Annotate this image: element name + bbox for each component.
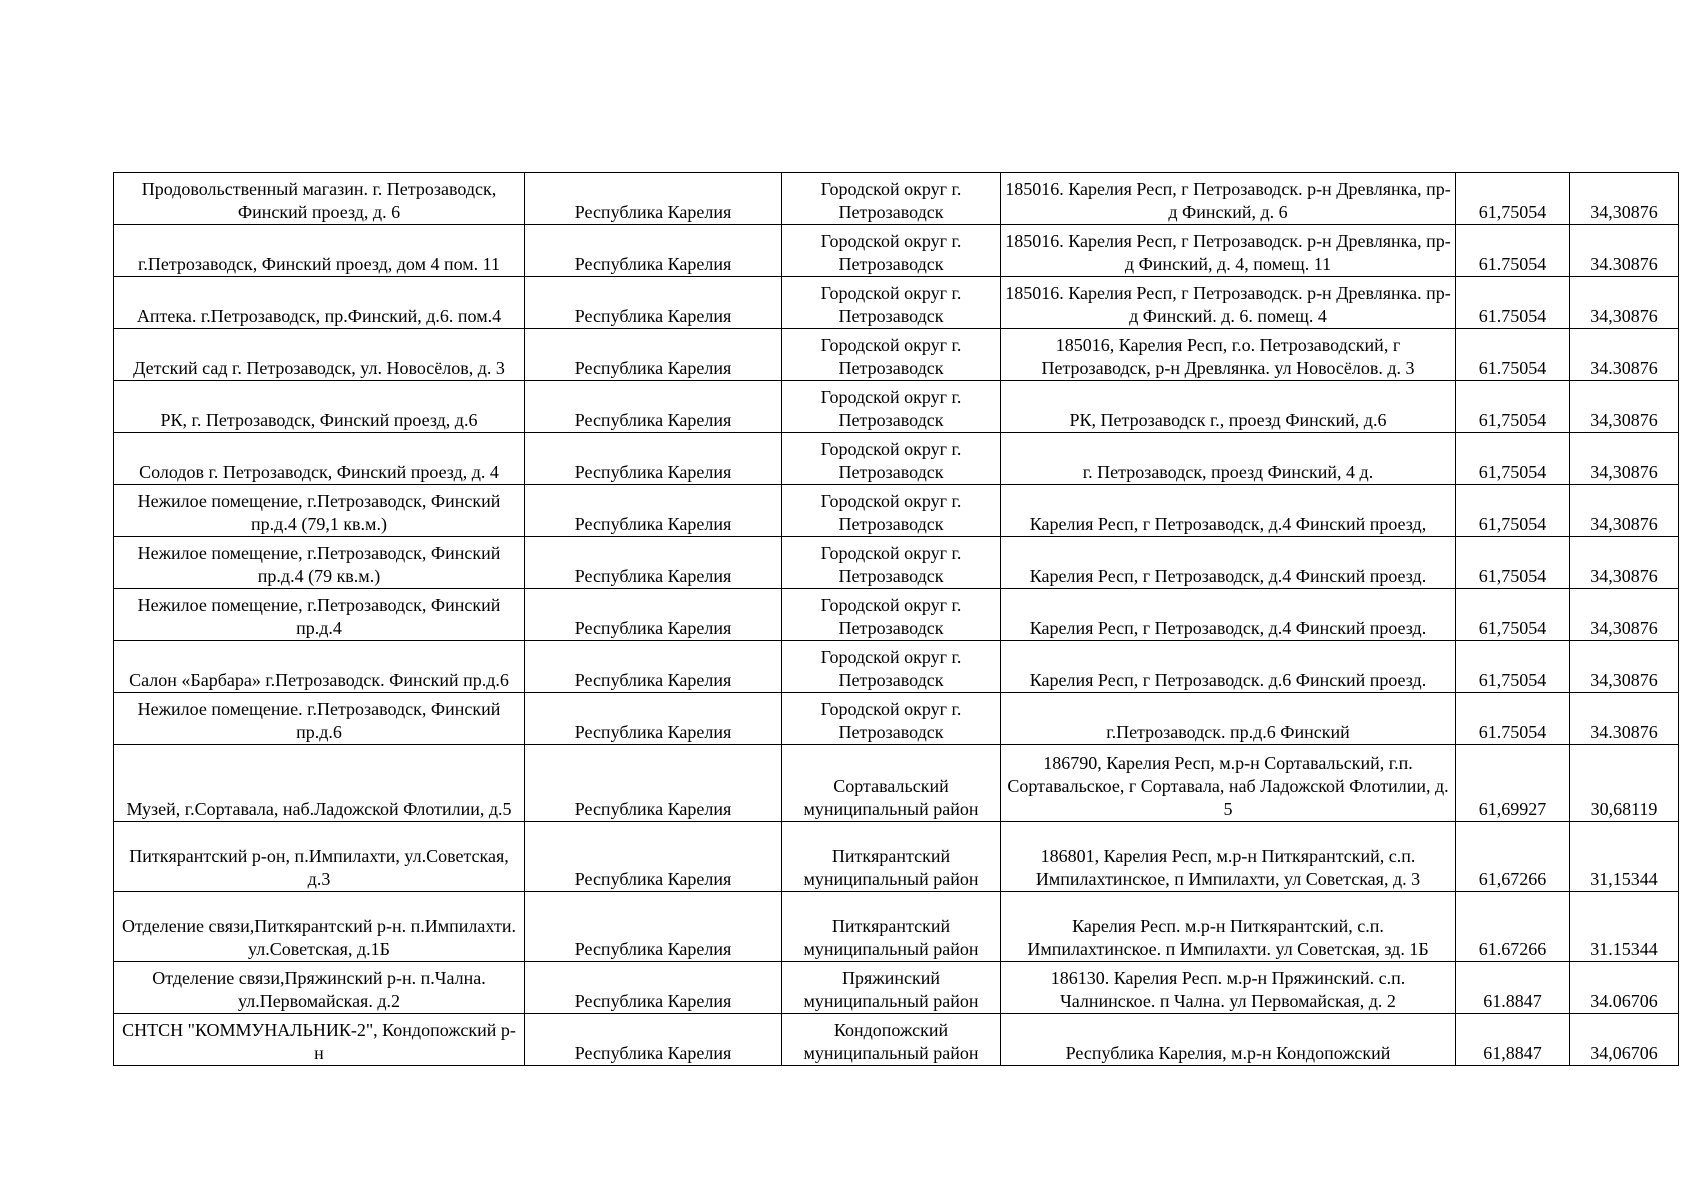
address-cell bbox=[1001, 225, 1456, 277]
address-cell bbox=[1001, 173, 1456, 225]
object-name-cell bbox=[114, 537, 525, 589]
longitude-cell bbox=[1570, 173, 1679, 225]
longitude-cell-text: 34,30876 bbox=[1590, 670, 1658, 690]
latitude-cell-text: 61.75054 bbox=[1478, 306, 1547, 326]
longitude-cell bbox=[1570, 381, 1679, 433]
table-row bbox=[114, 433, 1679, 485]
table-row bbox=[114, 173, 1679, 225]
table-row bbox=[114, 822, 1679, 892]
municipality-cell-text: Питкярантский муниципальный район bbox=[803, 916, 979, 959]
longitude-cell-text: 34,30876 bbox=[1590, 514, 1658, 534]
object-name-cell-text: Отделение связи,Пряжинский р-н. п.Чална. ул.Первомайская. д.2 bbox=[152, 968, 486, 1011]
region-cell-text: Республика Карелия bbox=[574, 514, 732, 534]
object-name-cell-text: Нежилое помещение, г.Петрозаводск, Финский пр.д.4 bbox=[137, 595, 501, 638]
municipality-cell-text: Городской округ г. Петрозаводск bbox=[820, 179, 962, 222]
longitude-cell-text: 34,30876 bbox=[1590, 462, 1658, 482]
region-cell bbox=[525, 173, 782, 225]
municipality-cell bbox=[782, 329, 1001, 381]
municipality-cell bbox=[782, 433, 1001, 485]
latitude-cell bbox=[1456, 693, 1570, 745]
latitude-cell bbox=[1456, 589, 1570, 641]
region-cell bbox=[525, 693, 782, 745]
longitude-cell bbox=[1570, 822, 1679, 892]
region-cell-text: Республика Карелия bbox=[574, 799, 732, 819]
municipality-cell-text: Питкярантский муниципальный район bbox=[803, 846, 979, 889]
longitude-cell-text: 34.30876 bbox=[1590, 254, 1658, 274]
region-cell bbox=[525, 277, 782, 329]
longitude-cell-text: 34,30876 bbox=[1590, 618, 1658, 638]
region-cell bbox=[525, 892, 782, 962]
latitude-cell-text: 61.67266 bbox=[1478, 939, 1547, 959]
object-name-cell bbox=[114, 641, 525, 693]
municipality-cell-text: Городской округ г. Петрозаводск bbox=[820, 335, 962, 378]
longitude-cell-text: 34,30876 bbox=[1590, 410, 1658, 430]
region-cell bbox=[525, 381, 782, 433]
region-cell bbox=[525, 1014, 782, 1066]
longitude-cell-text: 34.30876 bbox=[1590, 722, 1658, 742]
object-name-cell bbox=[114, 433, 525, 485]
municipality-cell bbox=[782, 1014, 1001, 1066]
latitude-cell-text: 61,8847 bbox=[1483, 1043, 1542, 1063]
object-name-cell bbox=[114, 1014, 525, 1066]
object-name-cell-text: Нежилое помещение. г.Петрозаводск, Финский пр.д.6 bbox=[137, 699, 501, 742]
latitude-cell bbox=[1456, 537, 1570, 589]
municipality-cell bbox=[782, 589, 1001, 641]
object-name-cell bbox=[114, 173, 525, 225]
region-cell-text: Республика Карелия bbox=[574, 254, 732, 274]
municipality-cell-text: Городской округ г. Петрозаводск bbox=[820, 439, 962, 482]
municipality-cell-text: Сортавальский муниципальный район bbox=[803, 776, 979, 819]
longitude-cell-text: 34.30876 bbox=[1590, 358, 1658, 378]
object-name-cell bbox=[114, 892, 525, 962]
address-cell-text: Карелия Респ, г Петрозаводск, д.4 Финский проезд. bbox=[1029, 618, 1427, 638]
municipality-cell-text: Городской округ г. Петрозаводск bbox=[820, 231, 962, 274]
objects-table bbox=[113, 172, 1679, 1066]
object-name-cell bbox=[114, 962, 525, 1014]
table-row bbox=[114, 641, 1679, 693]
latitude-cell-text: 61.75054 bbox=[1478, 722, 1547, 742]
municipality-cell-text: Городской округ г. Петрозаводск bbox=[820, 283, 962, 326]
address-cell bbox=[1001, 485, 1456, 537]
region-cell-text: Республика Карелия bbox=[574, 939, 732, 959]
object-name-cell bbox=[114, 225, 525, 277]
longitude-cell bbox=[1570, 537, 1679, 589]
address-cell bbox=[1001, 381, 1456, 433]
address-cell bbox=[1001, 693, 1456, 745]
region-cell bbox=[525, 745, 782, 822]
table-body bbox=[114, 173, 1679, 1066]
municipality-cell bbox=[782, 962, 1001, 1014]
address-cell-text: Карелия Респ, г Петрозаводск, д.4 Финский проезд. bbox=[1029, 566, 1427, 586]
municipality-cell bbox=[782, 892, 1001, 962]
longitude-cell bbox=[1570, 589, 1679, 641]
longitude-cell bbox=[1570, 433, 1679, 485]
address-cell-text: Карелия Респ, г Петрозаводск. д.6 Финский проезд. bbox=[1029, 670, 1427, 690]
latitude-cell-text: 61.8847 bbox=[1483, 991, 1542, 1011]
latitude-cell bbox=[1456, 822, 1570, 892]
latitude-cell-text: 61,75054 bbox=[1478, 202, 1547, 222]
latitude-cell-text: 61,75054 bbox=[1478, 618, 1547, 638]
municipality-cell-text: Городской округ г. Петрозаводск bbox=[820, 387, 962, 430]
region-cell-text: Республика Карелия bbox=[574, 618, 732, 638]
longitude-cell-text: 34,06706 bbox=[1590, 1043, 1658, 1063]
table-row bbox=[114, 892, 1679, 962]
object-name-cell-text: Отделение связи,Питкярантский р-н. п.Импилахти. ул.Советская, д.1Б bbox=[122, 916, 516, 959]
latitude-cell bbox=[1456, 381, 1570, 433]
region-cell-text: Республика Карелия bbox=[574, 1043, 732, 1063]
address-cell-text: 186790, Карелия Респ, м.р-н Сортавальский, г.п. Сортавальское, г Сортавала, наб Ладожской Флотилии, д. 5 bbox=[1007, 753, 1449, 819]
address-cell bbox=[1001, 537, 1456, 589]
object-name-cell-text: Музей, г.Сортавала, наб.Ладожской Флотилии, д.5 bbox=[126, 799, 512, 819]
latitude-cell-text: 61,67266 bbox=[1478, 869, 1547, 889]
municipality-cell bbox=[782, 745, 1001, 822]
table-row bbox=[114, 225, 1679, 277]
longitude-cell bbox=[1570, 277, 1679, 329]
municipality-cell bbox=[782, 225, 1001, 277]
region-cell-text: Республика Карелия bbox=[574, 462, 732, 482]
address-cell bbox=[1001, 962, 1456, 1014]
object-name-cell-text: Солодов г. Петрозаводск, Финский проезд, д. 4 bbox=[139, 462, 499, 482]
address-cell-text: 186130. Карелия Респ. м.р-н Пряжинский. с.п. Чалнинское. п Чална. ул Первомайская, д. 2 bbox=[1050, 968, 1406, 1011]
municipality-cell-text: Пряжинский муниципальный район bbox=[803, 968, 979, 1011]
municipality-cell bbox=[782, 537, 1001, 589]
longitude-cell-text: 31,15344 bbox=[1590, 869, 1658, 889]
longitude-cell-text: 34.06706 bbox=[1590, 991, 1658, 1011]
table-row bbox=[114, 1014, 1679, 1066]
longitude-cell bbox=[1570, 693, 1679, 745]
region-cell bbox=[525, 641, 782, 693]
object-name-cell bbox=[114, 589, 525, 641]
longitude-cell-text: 34,30876 bbox=[1590, 202, 1658, 222]
region-cell-text: Республика Карелия bbox=[574, 566, 732, 586]
table-row bbox=[114, 962, 1679, 1014]
longitude-cell-text: 34,30876 bbox=[1590, 306, 1658, 326]
object-name-cell-text: РК, г. Петрозаводск, Финский проезд, д.6 bbox=[160, 410, 478, 430]
table-row bbox=[114, 745, 1679, 822]
address-cell-text: 185016. Карелия Респ, г Петрозаводск. р-н Древлянка, пр-д Финский, д. 6 bbox=[1005, 179, 1451, 222]
address-cell bbox=[1001, 329, 1456, 381]
latitude-cell-text: 61,75054 bbox=[1478, 670, 1547, 690]
address-cell bbox=[1001, 433, 1456, 485]
longitude-cell-text: 34,30876 bbox=[1590, 566, 1658, 586]
object-name-cell-text: Салон «Барбара» г.Петрозаводск. Финский пр.д.6 bbox=[129, 670, 509, 690]
region-cell bbox=[525, 225, 782, 277]
object-name-cell bbox=[114, 485, 525, 537]
region-cell bbox=[525, 433, 782, 485]
municipality-cell-text: Городской округ г. Петрозаводск bbox=[820, 491, 962, 534]
address-cell-text: 185016, Карелия Респ, г.о. Петрозаводский, г Петрозаводск, р-н Древлянка. ул Новосёлов. д. 3 bbox=[1041, 335, 1415, 378]
municipality-cell-text: Городской округ г. Петрозаводск bbox=[820, 543, 962, 586]
address-cell-text: 186801, Карелия Респ, м.р-н Питкярантский, с.п. Импилахтинское, п Импилахти, ул Советская, д. 3 bbox=[1035, 846, 1421, 889]
object-name-cell bbox=[114, 693, 525, 745]
object-name-cell bbox=[114, 329, 525, 381]
object-name-cell bbox=[114, 822, 525, 892]
address-cell bbox=[1001, 589, 1456, 641]
address-cell-text: г. Петрозаводск, проезд Финский, 4 д. bbox=[1082, 462, 1374, 482]
region-cell-text: Республика Карелия bbox=[574, 670, 732, 690]
address-cell bbox=[1001, 277, 1456, 329]
latitude-cell bbox=[1456, 1014, 1570, 1066]
table-row bbox=[114, 537, 1679, 589]
region-cell bbox=[525, 822, 782, 892]
municipality-cell bbox=[782, 173, 1001, 225]
object-name-cell-text: СНТСН "КОММУНАЛЬНИК-2", Кондопожский р-н bbox=[122, 1020, 516, 1063]
municipality-cell bbox=[782, 822, 1001, 892]
region-cell-text: Республика Карелия bbox=[574, 722, 732, 742]
latitude-cell-text: 61.75054 bbox=[1478, 254, 1547, 274]
address-cell-text: 185016. Карелия Респ, г Петрозаводск. р-н Древлянка. пр-д Финский. д. 6. помещ. 4 bbox=[1005, 283, 1451, 326]
longitude-cell bbox=[1570, 225, 1679, 277]
latitude-cell bbox=[1456, 485, 1570, 537]
object-name-cell-text: Питкярантский р-он, п.Импилахти, ул.Советская, д.3 bbox=[129, 846, 509, 889]
latitude-cell-text: 61,75054 bbox=[1478, 410, 1547, 430]
object-name-cell-text: Нежилое помещение, г.Петрозаводск, Финский пр.д.4 (79 кв.м.) bbox=[137, 543, 501, 586]
object-name-cell-text: Нежилое помещение, г.Петрозаводск, Финский пр.д.4 (79,1 кв.м.) bbox=[137, 491, 501, 534]
region-cell bbox=[525, 329, 782, 381]
municipality-cell-text: Городской округ г. Петрозаводск bbox=[820, 699, 962, 742]
address-cell-text: Республика Карелия, м.р-н Кондопожский bbox=[1065, 1043, 1391, 1063]
region-cell bbox=[525, 962, 782, 1014]
longitude-cell-text: 31.15344 bbox=[1590, 939, 1658, 959]
address-cell-text: Карелия Респ. м.р-н Питкярантский, с.п. Импилахтинское. п Импилахти. ул Советская, зд. 1Б bbox=[1027, 916, 1429, 959]
table-row bbox=[114, 277, 1679, 329]
longitude-cell bbox=[1570, 641, 1679, 693]
table-row bbox=[114, 381, 1679, 433]
address-cell-text: г.Петрозаводск. пр.д.6 Финский bbox=[1106, 722, 1350, 742]
address-cell bbox=[1001, 1014, 1456, 1066]
region-cell bbox=[525, 537, 782, 589]
municipality-cell-text: Городской округ г. Петрозаводск bbox=[820, 595, 962, 638]
municipality-cell bbox=[782, 277, 1001, 329]
object-name-cell bbox=[114, 277, 525, 329]
latitude-cell bbox=[1456, 433, 1570, 485]
latitude-cell bbox=[1456, 745, 1570, 822]
municipality-cell bbox=[782, 485, 1001, 537]
table-row bbox=[114, 485, 1679, 537]
address-cell bbox=[1001, 892, 1456, 962]
latitude-cell bbox=[1456, 892, 1570, 962]
latitude-cell bbox=[1456, 962, 1570, 1014]
longitude-cell bbox=[1570, 485, 1679, 537]
region-cell-text: Республика Карелия bbox=[574, 991, 732, 1011]
address-cell-text: РК, Петрозаводск г., проезд Финский, д.6 bbox=[1069, 410, 1387, 430]
longitude-cell bbox=[1570, 329, 1679, 381]
latitude-cell bbox=[1456, 225, 1570, 277]
address-cell bbox=[1001, 822, 1456, 892]
address-cell-text: Карелия Респ, г Петрозаводск, д.4 Финский проезд, bbox=[1029, 514, 1427, 534]
municipality-cell-text: Городской округ г. Петрозаводск bbox=[820, 647, 962, 690]
longitude-cell bbox=[1570, 1014, 1679, 1066]
longitude-cell bbox=[1570, 892, 1679, 962]
table-row bbox=[114, 693, 1679, 745]
region-cell-text: Республика Карелия bbox=[574, 410, 732, 430]
object-name-cell bbox=[114, 745, 525, 822]
municipality-cell bbox=[782, 641, 1001, 693]
table-row bbox=[114, 589, 1679, 641]
object-name-cell-text: Аптека. г.Петрозаводск, пр.Финский, д.6. пом.4 bbox=[136, 306, 502, 326]
latitude-cell-text: 61,69927 bbox=[1478, 799, 1547, 819]
region-cell-text: Республика Карелия bbox=[574, 202, 732, 222]
address-cell bbox=[1001, 745, 1456, 822]
table-row bbox=[114, 329, 1679, 381]
municipality-cell-text: Кондопожский муниципальный район bbox=[803, 1020, 979, 1063]
region-cell-text: Республика Карелия bbox=[574, 869, 732, 889]
region-cell bbox=[525, 589, 782, 641]
latitude-cell bbox=[1456, 329, 1570, 381]
region-cell-text: Республика Карелия bbox=[574, 306, 732, 326]
latitude-cell bbox=[1456, 641, 1570, 693]
latitude-cell-text: 61,75054 bbox=[1478, 514, 1547, 534]
region-cell-text: Республика Карелия bbox=[574, 358, 732, 378]
longitude-cell bbox=[1570, 962, 1679, 1014]
address-cell bbox=[1001, 641, 1456, 693]
region-cell bbox=[525, 485, 782, 537]
latitude-cell-text: 61,75054 bbox=[1478, 566, 1547, 586]
longitude-cell-text: 30,68119 bbox=[1590, 799, 1658, 819]
latitude-cell-text: 61,75054 bbox=[1478, 462, 1547, 482]
municipality-cell bbox=[782, 381, 1001, 433]
object-name-cell-text: Детский сад г. Петрозаводск, ул. Новосёлов, д. 3 bbox=[133, 358, 505, 378]
address-cell-text: 185016. Карелия Респ, г Петрозаводск. р-н Древлянка, пр-д Финский, д. 4, помещ. 11 bbox=[1005, 231, 1451, 274]
latitude-cell bbox=[1456, 173, 1570, 225]
latitude-cell-text: 61.75054 bbox=[1478, 358, 1547, 378]
object-name-cell-text: г.Петрозаводск, Финский проезд, дом 4 пом. 11 bbox=[138, 254, 500, 274]
object-name-cell-text: Продовольственный магазин. г. Петрозаводск, Финский проезд, д. 6 bbox=[141, 179, 497, 222]
object-name-cell bbox=[114, 381, 525, 433]
municipality-cell bbox=[782, 693, 1001, 745]
longitude-cell bbox=[1570, 745, 1679, 822]
latitude-cell bbox=[1456, 277, 1570, 329]
